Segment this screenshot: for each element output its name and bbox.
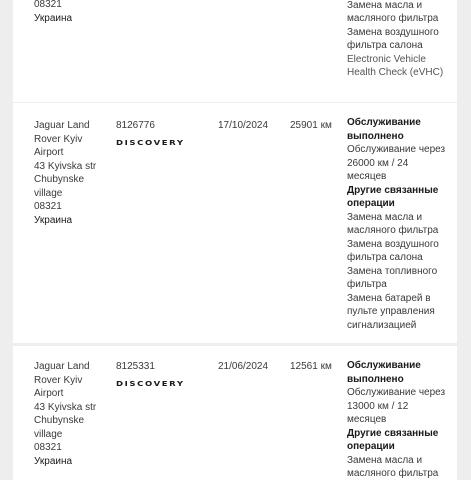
operation-line: фильтра xyxy=(347,279,387,290)
service-record-card xyxy=(13,0,457,102)
service-date: 17/10/2024 xyxy=(218,120,269,131)
operation-line: Замена масла и xyxy=(347,211,423,223)
mileage: 25901 км xyxy=(290,120,332,131)
operation-line: Замена топливного xyxy=(347,265,438,277)
operation-line: Обслуживание xyxy=(347,117,421,128)
operation-line: выполнено xyxy=(347,130,404,142)
order-number: 8125331 xyxy=(116,361,155,372)
dealer-line: 08321 xyxy=(34,0,62,10)
service-date: 21/06/2024 xyxy=(218,361,269,372)
operation-line: Замена воздушного xyxy=(347,26,439,38)
operation-line: фильтра салона xyxy=(347,252,423,263)
dealer-line: 08321 xyxy=(34,442,62,453)
operation-line: месяцев xyxy=(347,171,387,182)
operation-line: операции xyxy=(347,441,395,452)
dealer-line: 08321 xyxy=(34,201,62,212)
operations-list xyxy=(347,0,452,80)
dealer-line: village xyxy=(34,187,63,199)
operation-line: выполнено xyxy=(347,373,404,385)
dealer-line: Airport xyxy=(34,388,64,399)
operation-line: операции xyxy=(347,198,395,209)
service-record-card xyxy=(13,103,457,343)
operation-line: Замена масла и xyxy=(347,0,423,11)
service-record-card xyxy=(13,346,457,480)
operations-list xyxy=(347,359,452,480)
operation-line: сигнализацией xyxy=(347,319,417,331)
operations-list xyxy=(347,116,452,332)
dealer-line: Chubynske xyxy=(34,415,85,426)
operation-line: масляного фильтра xyxy=(347,468,439,479)
dealer-line: Rover Kyiv xyxy=(34,133,83,145)
mileage: 12561 км xyxy=(290,361,332,372)
discovery-logo-icon: DISCOVERY xyxy=(116,379,185,388)
operation-line: месяцев xyxy=(347,414,387,425)
dealer-line: Jaguar Land xyxy=(34,361,90,372)
operation-line: Обслуживание через xyxy=(347,387,446,398)
operation-line: Health Check (eVHC) xyxy=(347,67,444,78)
dealer-line: Airport xyxy=(34,147,64,158)
operation-line: масляного фильтра xyxy=(347,13,439,24)
discovery-logo-icon: DISCOVERY xyxy=(116,138,185,147)
dealer-address xyxy=(34,360,102,468)
operation-line: пульте управления xyxy=(347,306,435,317)
operation-line: Другие связанные xyxy=(347,427,439,439)
operation-line: Обслуживание xyxy=(347,360,421,371)
dealer-address xyxy=(34,119,102,227)
operation-line: Electronic Vehicle xyxy=(347,53,426,65)
operation-line: масляного фильтра xyxy=(347,225,439,236)
order-cell xyxy=(116,360,185,392)
operation-line: Замена масла и xyxy=(347,454,423,466)
dealer-line: Chubynske xyxy=(34,174,85,185)
dealer-country: Украина xyxy=(34,214,73,226)
operation-line: Обслуживание через xyxy=(347,144,446,155)
dealer-line: Rover Kyiv xyxy=(34,374,83,386)
dealer-country: Украина xyxy=(34,455,73,467)
operation-line: 13000 км / 12 xyxy=(347,400,409,412)
dealer-country: Украина xyxy=(34,12,73,24)
order-number: 8126776 xyxy=(116,120,155,131)
dealer-line: 43 Kyivska str xyxy=(34,401,97,413)
operation-line: Замена батарей в xyxy=(347,292,431,304)
operation-line: Другие связанные xyxy=(347,184,439,196)
operation-line: фильтра салона xyxy=(347,40,423,51)
operation-line: 26000 км / 24 xyxy=(347,157,409,169)
dealer-line: Jaguar Land xyxy=(34,120,90,131)
dealer-line: 43 Kyivska str xyxy=(34,160,97,172)
order-cell xyxy=(116,119,185,151)
dealer-address xyxy=(34,0,102,25)
operation-line: Замена воздушного xyxy=(347,238,439,250)
dealer-line: village xyxy=(34,428,63,440)
